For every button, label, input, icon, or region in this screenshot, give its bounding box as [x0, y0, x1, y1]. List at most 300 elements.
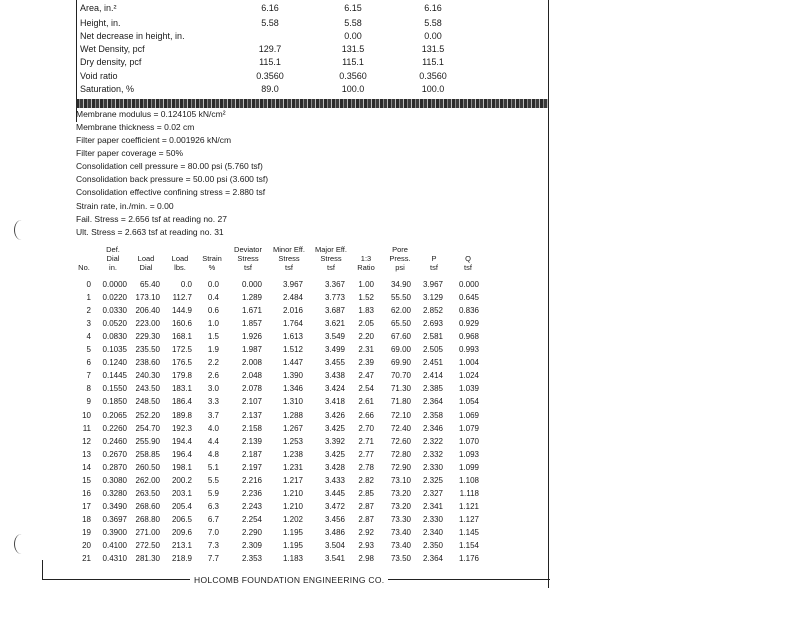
table-cell: 0.0520	[102, 319, 127, 329]
table-cell: 4.8	[207, 449, 219, 459]
table-cell: 2.197	[241, 462, 262, 472]
table-cell: 2.852	[422, 306, 443, 316]
column-header: 1:3 Ratio	[357, 254, 375, 272]
table-cell: 260.50	[135, 462, 160, 472]
table-cell: 5	[86, 345, 91, 355]
table-cell: 271.00	[135, 528, 160, 537]
table-cell: 20	[82, 541, 91, 550]
table-cell: 3.367	[324, 280, 345, 289]
table-cell: 2.137	[241, 410, 262, 420]
table-cell: 268.80	[135, 514, 160, 524]
table-cell: 1.0	[207, 319, 219, 329]
table-row	[76, 476, 496, 488]
table-cell: 73.40	[390, 528, 411, 537]
table-cell: 5.9	[207, 488, 219, 498]
table-cell: 2.330	[422, 462, 443, 472]
table-cell: 0	[86, 280, 91, 289]
table-cell: 209.6	[171, 528, 192, 537]
table-cell: 19	[82, 528, 91, 537]
table-row	[76, 450, 496, 462]
table-cell: 1.070	[458, 436, 479, 446]
table-cell: 3.621	[324, 319, 345, 329]
table-cell: 13	[82, 449, 91, 459]
table-cell: 0.993	[458, 345, 479, 355]
table-cell: 0.3900	[102, 528, 127, 537]
table-cell: 3.486	[324, 528, 345, 537]
table-cell: 2.484	[282, 293, 303, 303]
table-cell: 1.253	[282, 436, 303, 446]
table-cell: 2.54	[358, 384, 374, 394]
table-cell: 65.50	[390, 319, 411, 329]
table-cell: 3.7	[207, 410, 219, 420]
table-cell: 1.857	[241, 319, 262, 329]
table-cell: 2.82	[358, 475, 374, 485]
table-cell: 1.145	[458, 528, 479, 537]
scan-noise-divider	[76, 99, 548, 108]
table-row	[76, 384, 496, 396]
table-cell: 194.4	[171, 436, 192, 446]
table-cell: 3.426	[324, 410, 345, 420]
table-cell: 1.195	[282, 541, 303, 550]
table-cell: 1.9	[207, 345, 219, 355]
parameter-line: Membrane thickness = 0.02 cm	[76, 122, 195, 132]
table-cell: 2.87	[358, 514, 374, 524]
table-cell: 21	[82, 554, 91, 563]
table-cell: 7.3	[207, 541, 219, 550]
property-row: Dry density, pcf 115.1 115.1 115.1	[80, 57, 444, 67]
table-cell: 69.00	[390, 345, 411, 355]
punch-hole-mark	[14, 534, 29, 554]
table-cell: 6.3	[207, 501, 219, 511]
punch-hole-mark	[14, 220, 29, 240]
table-cell: 2.47	[358, 371, 374, 381]
table-row	[76, 463, 496, 475]
table-cell: 2.327	[422, 488, 443, 498]
table-cell: 1.512	[282, 345, 303, 355]
table-cell: 70.70	[390, 371, 411, 381]
table-cell: 1	[86, 293, 91, 303]
table-cell: 229.30	[135, 332, 160, 342]
table-cell: 2.2	[207, 358, 219, 368]
table-cell: 1.289	[241, 293, 262, 303]
table-cell: 1.118	[459, 488, 479, 498]
table-cell: 1.217	[282, 475, 303, 485]
table-cell: 2.693	[422, 319, 443, 329]
table-cell: 1.83	[358, 306, 374, 316]
table-cell: 213.1	[171, 541, 192, 550]
table-cell: 3.472	[324, 501, 345, 511]
table-row	[76, 319, 496, 331]
table-cell: 1.288	[282, 410, 303, 420]
table-cell: 223.00	[135, 319, 160, 329]
table-cell: 1.069	[458, 410, 479, 420]
table-cell: 3.392	[324, 436, 345, 446]
table-cell: 11	[82, 423, 91, 433]
column-header: No.	[78, 263, 90, 272]
table-cell: 0.2460	[102, 436, 127, 446]
table-cell: 1.099	[458, 462, 479, 472]
table-cell: 1.121	[458, 501, 479, 511]
table-cell: 2.332	[422, 449, 443, 459]
table-cell: 262.00	[135, 475, 160, 485]
table-cell: 192.3	[171, 423, 192, 433]
table-cell: 0.4100	[102, 541, 127, 550]
property-row: Height, in. 5.58 5.58 5.58	[80, 18, 442, 28]
parameter-line: Consolidation back pressure = 50.00 psi (3.600 tsf)	[76, 174, 269, 184]
table-cell: 0.0830	[102, 332, 127, 342]
table-row	[76, 397, 496, 409]
table-cell: 243.50	[135, 384, 160, 394]
table-cell: 2.505	[422, 345, 443, 355]
table-cell: 34.90	[390, 280, 411, 289]
table-cell: 2.364	[422, 397, 443, 407]
table-cell: 203.1	[171, 488, 192, 498]
table-cell: 183.1	[171, 384, 192, 394]
parameter-line: Membrane modulus = 0.124105 kN/cm²	[76, 109, 226, 119]
table-cell: 205.4	[171, 501, 192, 511]
table-cell: 1.154	[458, 541, 479, 550]
table-cell: 144.9	[171, 306, 192, 316]
table-cell: 3.3	[207, 397, 219, 407]
table-cell: 14	[82, 462, 91, 472]
table-cell: 72.60	[390, 436, 411, 446]
table-cell: 72.40	[390, 423, 411, 433]
table-row	[76, 332, 496, 344]
table-cell: 2.078	[241, 384, 262, 394]
table-cell: 2.581	[422, 332, 443, 342]
table-cell: 1.238	[282, 449, 303, 459]
table-cell: 198.1	[171, 462, 192, 472]
table-row	[76, 424, 496, 436]
table-cell: 2.350	[422, 541, 443, 550]
table-cell: 2.309	[241, 541, 262, 550]
table-row	[76, 306, 496, 318]
table-cell: 1.00	[358, 280, 374, 289]
table-cell: 272.50	[135, 541, 160, 550]
table-cell: 1.202	[282, 514, 303, 524]
table-cell: 218.9	[171, 554, 192, 563]
table-cell: 3.0	[207, 384, 219, 394]
table-cell: 1.390	[282, 371, 303, 381]
table-cell: 173.10	[135, 293, 160, 303]
parameter-line: Consolidation cell pressure = 80.00 psi (5.760 tsf)	[76, 161, 263, 171]
table-cell: 2.78	[358, 462, 374, 472]
table-cell: 0.1240	[102, 358, 127, 368]
table-row	[76, 515, 496, 527]
parameter-line: Ult. Stress = 2.663 tsf at reading no. 31	[76, 227, 224, 237]
property-row: Void ratio 0.3560 0.3560 0.3560	[80, 71, 447, 81]
table-cell: 172.5	[171, 345, 192, 355]
table-cell: 1.210	[282, 501, 303, 511]
table-cell: 1.093	[458, 449, 479, 459]
table-cell: 2.70	[358, 423, 374, 433]
table-cell: 0.0000	[102, 280, 127, 289]
table-cell: 2.158	[241, 423, 262, 433]
table-cell: 189.8	[171, 410, 192, 420]
column-header: Load lbs.	[171, 254, 189, 272]
table-cell: 0.836	[458, 306, 479, 316]
table-cell: 2.290	[241, 528, 262, 537]
table-cell: 168.1	[171, 332, 192, 342]
table-cell: 0.0220	[102, 293, 127, 303]
table-row	[76, 489, 496, 501]
table-cell: 179.8	[171, 371, 192, 381]
table-cell: 258.85	[135, 449, 160, 459]
table-cell: 0.3490	[102, 501, 127, 511]
table-cell: 7.0	[207, 528, 219, 537]
table-cell: 1.447	[282, 358, 303, 368]
table-cell: 0.2065	[102, 410, 127, 420]
table-row	[76, 541, 496, 553]
table-cell: 0.2870	[102, 462, 127, 472]
table-cell: 6	[86, 358, 91, 368]
table-cell: 206.40	[135, 306, 160, 316]
table-cell: 4.4	[207, 436, 219, 446]
table-cell: 1.310	[282, 397, 303, 407]
table-row	[76, 358, 496, 370]
table-cell: 1.267	[282, 423, 303, 433]
table-cell: 3.424	[324, 384, 345, 394]
table-cell: 2.216	[241, 475, 262, 485]
table-cell: 112.7	[172, 293, 192, 303]
table-cell: 73.20	[390, 488, 411, 498]
table-cell: 3.549	[324, 332, 345, 342]
table-cell: 0.1850	[102, 397, 127, 407]
table-cell: 73.30	[390, 514, 411, 524]
table-cell: 62.00	[390, 306, 411, 316]
company-footer: HOLCOMB FOUNDATION ENGINEERING CO.	[190, 575, 388, 585]
table-cell: 0.2260	[102, 423, 127, 433]
table-cell: 0.3697	[102, 514, 127, 524]
table-cell: 2.39	[358, 358, 374, 368]
table-cell: 72.80	[390, 449, 411, 459]
table-cell: 2.236	[241, 488, 262, 498]
column-header: Minor Eff. Stress tsf	[273, 245, 305, 272]
table-cell: 2.346	[422, 423, 443, 433]
table-cell: 72.10	[390, 410, 411, 420]
table-cell: 3.967	[422, 280, 443, 289]
column-header: Strain %	[202, 254, 222, 272]
table-cell: 1.5	[207, 332, 219, 342]
parameter-line: Filter paper coefficient = 0.001926 kN/cm	[76, 135, 232, 145]
table-cell: 0.000	[458, 280, 479, 289]
table-cell: 3.773	[324, 293, 345, 303]
column-header: Deviator Stress tsf	[234, 245, 262, 272]
table-cell: 1.176	[458, 554, 479, 563]
table-cell: 1.004	[458, 358, 479, 368]
table-cell: 69.90	[390, 358, 411, 368]
table-cell: 263.50	[135, 488, 160, 498]
table-cell: 3.456	[324, 514, 345, 524]
table-row	[76, 411, 496, 423]
table-cell: 1.024	[458, 371, 479, 381]
left-border-lower	[42, 560, 43, 580]
parameter-line: Filter paper coverage = 50%	[76, 148, 184, 158]
table-cell: 1.671	[241, 306, 262, 316]
table-cell: 1.926	[241, 332, 262, 342]
property-row: Wet Density, pcf 129.7 131.5 131.5	[80, 44, 445, 54]
table-cell: 1.054	[458, 397, 479, 407]
table-cell: 176.5	[171, 358, 192, 368]
table-cell: 67.60	[390, 332, 411, 342]
table-cell: 8	[86, 384, 91, 394]
table-cell: 1.613	[282, 332, 303, 342]
table-cell: 0.1550	[102, 384, 127, 394]
table-cell: 10	[82, 410, 91, 420]
table-cell: 206.5	[171, 514, 192, 524]
table-cell: 2.87	[358, 501, 374, 511]
table-cell: 3.445	[324, 488, 345, 498]
table-cell: 3	[86, 319, 91, 329]
table-cell: 1.764	[282, 319, 303, 329]
parameter-line: Fail. Stress = 2.656 tsf at reading no. 27	[76, 214, 227, 224]
table-cell: 254.70	[135, 423, 160, 433]
table-cell: 2.008	[241, 358, 262, 368]
table-cell: 2.66	[358, 410, 374, 420]
table-cell: 4.0	[207, 423, 219, 433]
table-cell: 2.016	[282, 306, 303, 316]
table-cell: 5.1	[207, 462, 219, 472]
column-header: Load Dial	[137, 254, 155, 272]
table-cell: 71.80	[390, 397, 411, 407]
table-cell: 3.455	[324, 358, 345, 368]
table-cell: 1.987	[241, 345, 262, 355]
table-cell: 15	[82, 475, 91, 485]
table-cell: 0.6	[207, 306, 219, 316]
table-cell: 255.90	[135, 436, 160, 446]
table-cell: 2.330	[422, 514, 443, 524]
column-header: Q tsf	[464, 254, 472, 272]
table-row	[76, 554, 496, 566]
table-cell: 0.000	[241, 280, 262, 289]
table-cell: 1.039	[458, 384, 479, 394]
table-cell: 2.451	[422, 358, 443, 368]
table-row	[76, 280, 496, 292]
table-cell: 1.127	[458, 514, 479, 524]
table-cell: 73.50	[390, 554, 411, 563]
table-cell: 72.90	[390, 462, 411, 472]
table-cell: 0.929	[458, 319, 479, 329]
table-cell: 3.129	[422, 293, 443, 303]
table-cell: 3.433	[324, 475, 345, 485]
table-cell: 0.968	[458, 332, 479, 342]
table-cell: 196.4	[171, 449, 192, 459]
table-cell: 16	[82, 488, 91, 498]
table-cell: 1.108	[458, 475, 479, 485]
table-cell: 0.4	[207, 293, 219, 303]
table-cell: 2.31	[358, 345, 374, 355]
table-cell: 2.325	[422, 475, 443, 485]
table-cell: 1.231	[282, 462, 303, 472]
table-cell: 1.195	[282, 528, 303, 537]
table-cell: 2.6	[207, 371, 219, 381]
table-cell: 5.5	[207, 475, 219, 485]
table-cell: 2.98	[358, 554, 374, 563]
table-cell: 73.20	[390, 501, 411, 511]
table-cell: 0.3280	[102, 488, 127, 498]
table-cell: 55.50	[390, 293, 411, 303]
table-cell: 2.85	[358, 488, 374, 498]
table-cell: 2.048	[241, 371, 262, 381]
table-cell: 3.425	[324, 423, 345, 433]
table-cell: 0.3080	[102, 475, 127, 485]
table-cell: 73.40	[390, 541, 411, 550]
table-cell: 9	[86, 397, 91, 407]
table-cell: 0.1445	[102, 371, 127, 381]
table-cell: 3.541	[324, 554, 345, 563]
property-row: Area, in.² 6.16 6.15 6.16	[80, 3, 442, 13]
table-cell: 2.322	[422, 436, 443, 446]
table-cell: 1.210	[282, 488, 303, 498]
table-cell: 238.60	[135, 358, 160, 368]
table-row	[76, 371, 496, 383]
table-cell: 2	[86, 306, 91, 316]
table-cell: 2.353	[241, 554, 262, 563]
table-cell: 0.4310	[102, 554, 127, 563]
table-cell: 2.05	[358, 319, 374, 329]
table-cell: 0.0	[180, 280, 192, 289]
table-cell: 2.107	[241, 397, 262, 407]
table-cell: 2.93	[358, 541, 374, 550]
table-cell: 1.346	[282, 384, 303, 394]
table-cell: 1.183	[282, 554, 303, 563]
table-cell: 2.414	[422, 371, 443, 381]
table-cell: 1.079	[458, 423, 479, 433]
table-cell: 252.20	[135, 410, 160, 420]
table-cell: 3.499	[324, 345, 345, 355]
table-cell: 2.364	[422, 554, 443, 563]
table-cell: 2.254	[241, 514, 262, 524]
table-cell: 186.4	[171, 397, 192, 407]
table-cell: 248.50	[135, 397, 160, 407]
table-cell: 3.687	[324, 306, 345, 316]
table-cell: 268.60	[135, 501, 160, 511]
table-cell: 0.0	[207, 280, 219, 289]
table-cell: 235.50	[135, 345, 160, 355]
table-cell: 2.340	[422, 528, 443, 537]
column-header: Major Eff. Stress tsf	[315, 245, 347, 272]
property-row: Net decrease in height, in. 0.00 0.00	[80, 31, 442, 41]
table-cell: 0.0330	[102, 306, 127, 316]
table-cell: 2.358	[422, 410, 443, 420]
table-cell: 2.187	[241, 449, 262, 459]
table-cell: 2.71	[358, 436, 374, 446]
table-row	[76, 293, 496, 305]
table-cell: 4	[86, 332, 91, 342]
table-cell: 200.2	[171, 475, 192, 485]
table-cell: 2.92	[358, 528, 374, 537]
table-cell: 12	[82, 436, 91, 446]
table-row	[76, 502, 496, 514]
table-cell: 17	[82, 501, 91, 511]
table-row	[76, 345, 496, 357]
table-cell: 2.385	[422, 384, 443, 394]
table-cell: 7	[86, 371, 91, 381]
table-row	[76, 437, 496, 449]
table-cell: 1.52	[358, 293, 374, 303]
table-cell: 2.20	[358, 332, 374, 342]
table-cell: 2.341	[422, 501, 443, 511]
table-row	[76, 528, 496, 540]
table-cell: 3.438	[324, 371, 345, 381]
table-cell: 160.6	[171, 319, 192, 329]
table-cell: 2.61	[358, 397, 374, 407]
table-cell: 71.30	[390, 384, 411, 394]
table-cell: 65.40	[139, 280, 160, 289]
table-cell: 7.7	[207, 554, 219, 563]
table-cell: 3.418	[324, 397, 345, 407]
property-row: Saturation, % 89.0 100.0 100.0	[80, 84, 445, 94]
